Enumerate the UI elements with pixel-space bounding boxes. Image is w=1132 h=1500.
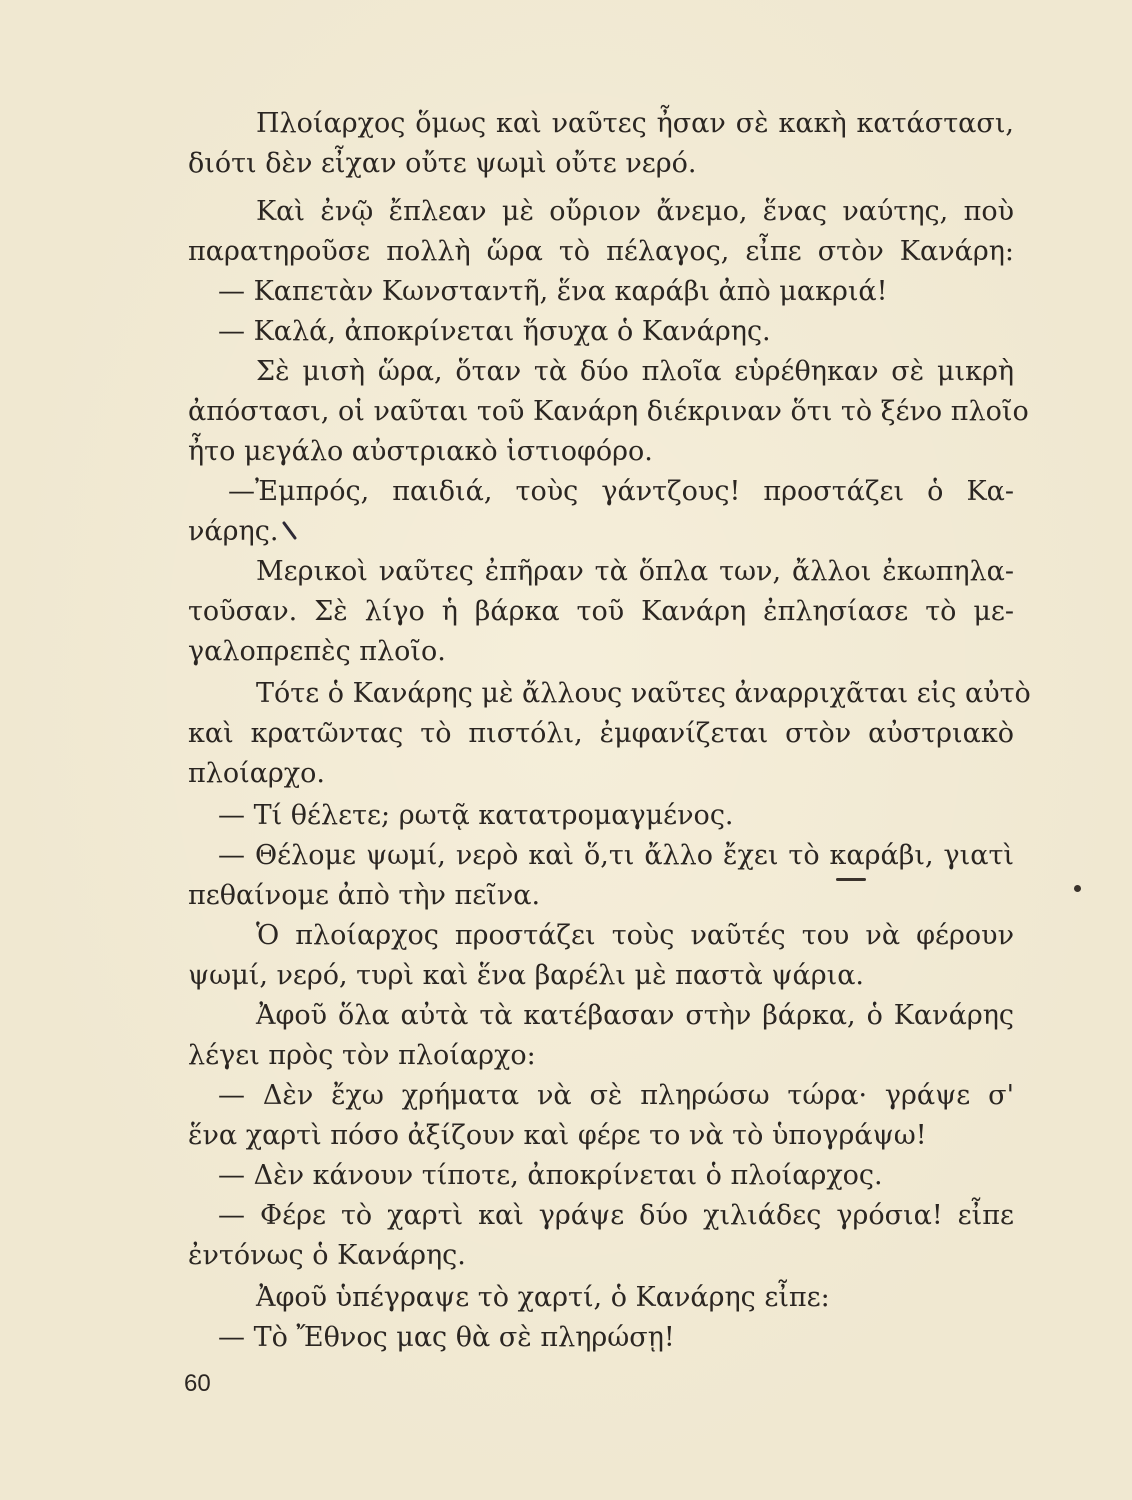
text-line: — Θέλομε ψωμί, νερὸ καὶ ὅ,τι ἄλλο ἔχει τὸ καράβι, γιατὶ xyxy=(218,840,1014,871)
text-line: ἐντόνως ὁ Κανάρης. xyxy=(188,1240,466,1271)
text-line: — Καλά, ἀποκρίνεται ἥσυχα ὁ Κανάρης. xyxy=(218,316,771,347)
text-line: Ἀφοῦ ὑπέγραψε τὸ χαρτί, ὁ Κανάρης εἶπε: xyxy=(256,1282,830,1313)
text-line: — Τὸ Ἔθνος μας θὰ σὲ πληρώσῃ! xyxy=(218,1322,675,1353)
text-line: —Ἐμπρός, παιδιά, τοὺς γάντζους! προστάζει ὁ Κα- xyxy=(228,476,1014,507)
text-line: Τότε ὁ Κανάρης μὲ ἄλλους ναῦτες ἀναρριχᾶται εἰς αὐτὸ xyxy=(256,678,1031,709)
text-line: — Δὲν ἔχω χρήματα νὰ σὲ πληρώσω τώρα· γράψε σ' xyxy=(218,1080,1014,1111)
text-line: καὶ κρατῶντας τὸ πιστόλι, ἐμφανίζεται στὸν αὐστριακὸ xyxy=(188,718,1014,749)
pencil-tick-mark xyxy=(280,520,302,542)
text-line: — Τί θέλετε; ρωτᾷ κατατρομαγμένος. xyxy=(218,800,734,831)
text-line: Πλοίαρχος ὅμως καὶ ναῦτες ἦσαν σὲ κακὴ κατάστασι, xyxy=(256,108,1014,139)
text-line: τοῦσαν. Σὲ λίγο ἡ βάρκα τοῦ Κανάρη ἐπλησίασε τὸ με- xyxy=(188,596,1014,627)
text-line: λέγει πρὸς τὸν πλοίαρχο: xyxy=(188,1040,536,1071)
text-line: ἦτο μεγάλο αὐστριακὸ ἱστιοφόρο. xyxy=(188,436,653,467)
text-line: παρατηροῦσε πολλὴ ὥρα τὸ πέλαγος, εἶπε στὸν Κανάρη: xyxy=(188,236,1014,267)
text-line: — Φέρε τὸ χαρτὶ καὶ γράψε δύο χιλιάδες γρόσια! εἶπε xyxy=(218,1200,1014,1231)
text-line: πλοίαρχο. xyxy=(188,758,326,789)
text-line: ἕνα χαρτὶ πόσο ἀξίζουν καὶ φέρε το νὰ τὸ ὑπογράψω! xyxy=(188,1120,927,1151)
text-line: Ὁ πλοίαρχος προστάζει τοὺς ναῦτές του νὰ φέρουν xyxy=(256,920,1014,951)
text-line: Σὲ μισὴ ὥρα, ὅταν τὰ δύο πλοῖα εὑρέθηκαν σὲ μικρὴ xyxy=(256,356,1014,387)
text-line: γαλοπρεπὲς πλοῖο. xyxy=(188,636,446,667)
text-line: ψωμί, νερό, τυρὶ καὶ ἕνα βαρέλι μὲ παστὰ ψάρια. xyxy=(188,960,865,991)
text-line: Ἀφοῦ ὅλα αὐτὰ τὰ κατέβασαν στὴν βάρκα, ὁ Κανάρης xyxy=(256,1000,1014,1031)
text-line: — Δὲν κάνουν τίποτε, ἀποκρίνεται ὁ πλοίαρχος. xyxy=(218,1160,883,1191)
text-line: πεθαίνομε ἀπὸ τὴν πεῖνα. xyxy=(188,880,541,911)
text-line: — Καπετὰν Κωνσταντῆ, ἕνα καράβι ἀπὸ μακριά! xyxy=(218,276,888,307)
text-line: νάρης. xyxy=(188,516,279,547)
ink-smudge xyxy=(836,878,866,881)
page-number: 60 xyxy=(184,1370,211,1397)
ink-speck xyxy=(1074,885,1081,892)
text-line: διότι δὲν εἶχαν οὔτε ψωμὶ οὔτε νερό. xyxy=(188,148,697,179)
text-line: ἀπόστασι, οἱ ναῦται τοῦ Κανάρη διέκριναν ὅτι τὸ ξένο πλοῖο xyxy=(188,396,1029,427)
text-line: Μερικοὶ ναῦτες ἐπῆραν τὰ ὅπλα των, ἄλλοι ἐκωπηλα- xyxy=(256,556,1014,587)
text-line: Καὶ ἐνῷ ἔπλεαν μὲ οὔριον ἄνεμο, ἕνας ναύτης, ποὺ xyxy=(256,196,1014,227)
